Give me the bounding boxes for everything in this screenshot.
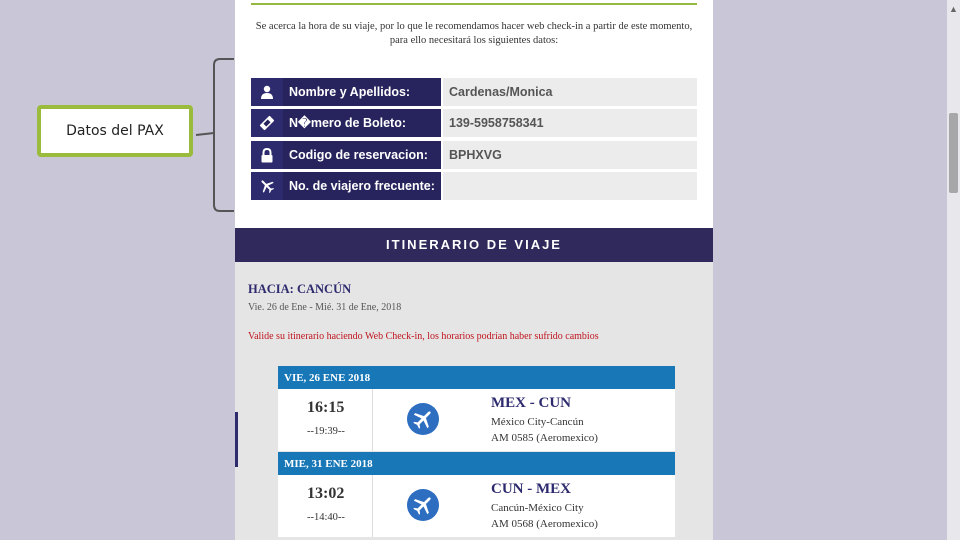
callout-box <box>37 105 193 157</box>
flight-route: MEX - CUN <box>491 395 571 411</box>
flight-card <box>278 389 675 451</box>
pax-value: 139-5958758341 <box>443 109 697 137</box>
arrival-time: --19:39-- <box>307 426 345 437</box>
email-content <box>235 0 713 540</box>
flight-card <box>278 475 675 537</box>
flight-day-header: MIE, 31 ENE 2018 <box>278 452 675 475</box>
pax-row-ticket <box>251 109 697 137</box>
time-column <box>278 475 373 537</box>
airplane-icon <box>257 176 277 196</box>
flight-day-header: VIE, 26 ENE 2018 <box>278 366 675 389</box>
flight-number: AM 0585 (Aeromexico) <box>491 432 598 444</box>
pax-row-name <box>251 78 697 106</box>
departure-time: 13:02 <box>307 485 345 502</box>
time-column <box>278 389 373 451</box>
airplane-icon <box>407 489 439 521</box>
top-divider <box>251 3 697 5</box>
pax-value: Cardenas/Monica <box>443 78 697 106</box>
date-range: Vie. 26 de Ene - Mié. 31 de Ene, 2018 <box>248 302 402 313</box>
pax-value <box>443 172 697 200</box>
itinerary-body <box>235 262 713 540</box>
intro-text: Se acerca la hora de su viaje, por lo que le recomendamos hacer web check-in a partir de este momento, para ello necesitará los siguientes datos: <box>255 21 693 46</box>
pax-row-frequent-flyer <box>251 172 697 200</box>
bracket-connector <box>190 55 240 215</box>
pax-label-text: N�mero de Boleto: <box>283 109 441 137</box>
ticket-icon <box>257 113 277 133</box>
user-icon <box>257 82 277 102</box>
flight-cities: Cancún-México City <box>491 502 584 514</box>
arrival-time: --14:40-- <box>307 512 345 523</box>
destination-title: HACIA: CANCÚN <box>248 282 352 296</box>
flight-route: CUN - MEX <box>491 481 571 497</box>
pax-value: BPHXVG <box>443 141 697 169</box>
pax-row-reservation <box>251 141 697 169</box>
airplane-icon <box>407 403 439 435</box>
flight-cities: México City-Cancún <box>491 416 584 428</box>
pax-label-text: Codigo de reservacion: <box>283 141 441 169</box>
side-tab <box>235 412 238 467</box>
scrollbar-thumb[interactable] <box>949 113 958 193</box>
departure-time: 16:15 <box>307 399 345 416</box>
itinerary-header: ITINERARIO DE VIAJE <box>235 228 713 262</box>
scroll-up-icon[interactable]: ▲ <box>949 4 958 14</box>
pax-label-text: Nombre y Apellidos: <box>283 78 441 106</box>
warning-text: Valide su itinerario haciendo Web Check-in, los horarios podrían haber sufrido cambios <box>248 331 599 342</box>
flight-number: AM 0568 (Aeromexico) <box>491 518 598 530</box>
pax-label-text: No. de viajero frecuente: <box>283 172 441 200</box>
lock-icon <box>257 145 277 165</box>
callout-label: Datos del PAX <box>66 123 164 139</box>
scrollbar-track[interactable] <box>947 0 960 540</box>
